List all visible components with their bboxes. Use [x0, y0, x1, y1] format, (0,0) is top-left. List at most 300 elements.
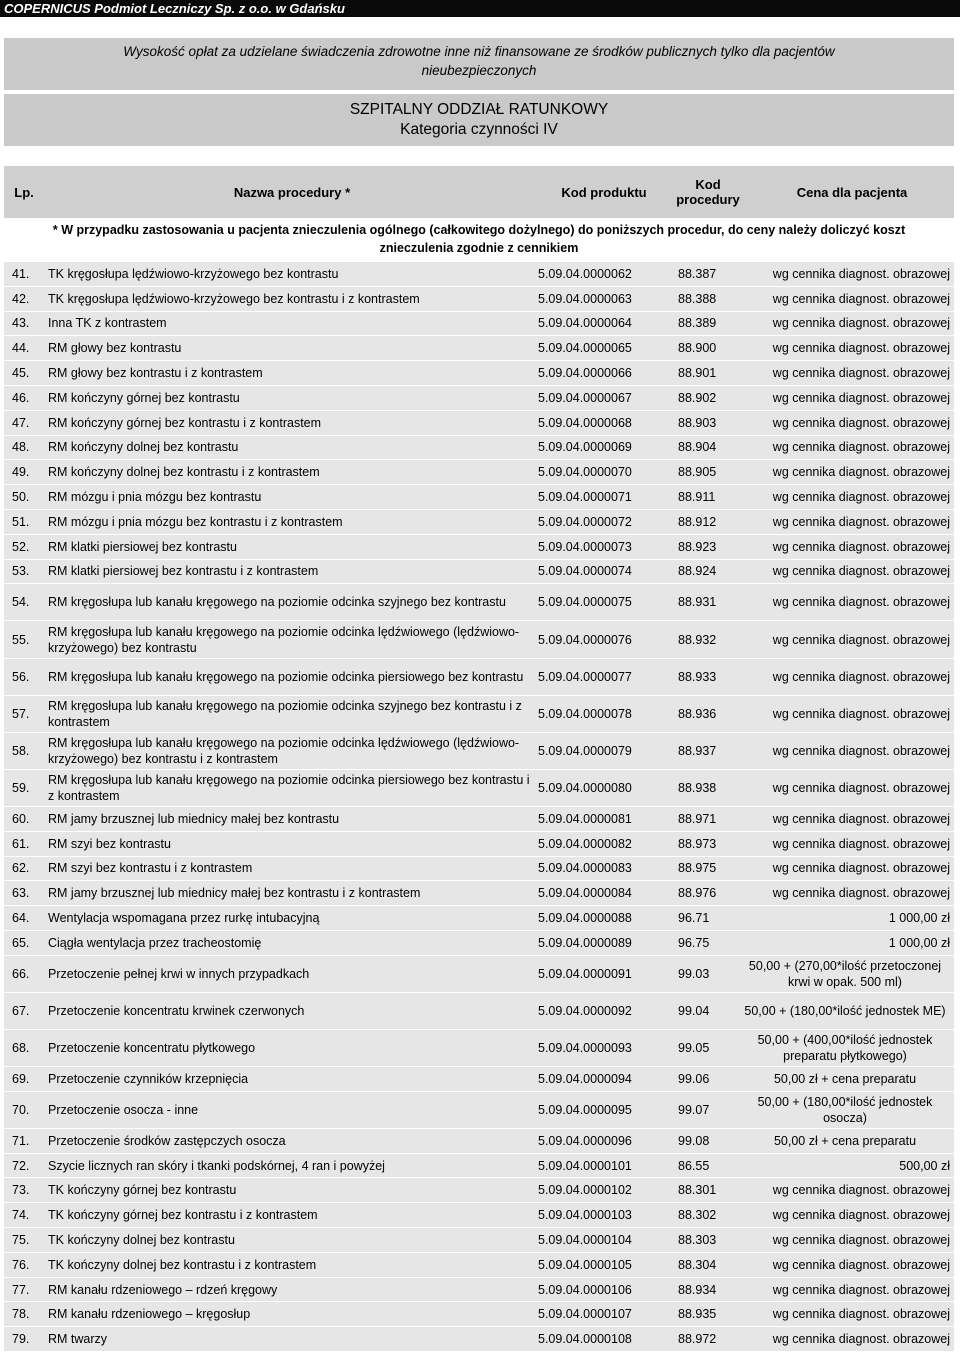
patient-price-text: wg cennika diagnost. obrazowej [772, 415, 950, 430]
product-code-text: 5.09.04.0000070 [538, 465, 632, 480]
procedure-name [48, 931, 536, 955]
table-row [4, 1154, 954, 1179]
product-code-text: 5.09.04.0000096 [538, 1133, 632, 1148]
patient-price-text: wg cennika diagnost. obrazowej [772, 440, 950, 455]
procedure-name [48, 1178, 536, 1202]
procedure-code-text: 88.976 [678, 886, 717, 901]
patient-price-text: wg cennika diagnost. obrazowej [772, 1183, 950, 1198]
procedure-name-text: RM kanału rdzeniowego – rdzeń kręgowy [48, 1282, 278, 1297]
row-number-text: 45. [12, 366, 30, 381]
row-number [12, 1253, 42, 1277]
product-code-text: 5.09.04.0000094 [538, 1071, 632, 1086]
patient-price-text: wg cennika diagnost. obrazowej [772, 595, 950, 610]
patient-price [740, 535, 950, 559]
row-number-text: 43. [12, 316, 30, 331]
patient-price [740, 312, 950, 336]
table-row [4, 262, 954, 287]
patient-price [740, 857, 950, 881]
patient-price [740, 832, 950, 856]
procedure-name [48, 411, 536, 435]
procedure-code-text: 99.04 [678, 1003, 710, 1018]
procedure-code [678, 1129, 738, 1153]
procedure-name-text: Przetoczenie osocza - inne [48, 1102, 199, 1117]
procedure-name-text: RM klatki piersiowej bez kontrastu [48, 539, 237, 554]
patient-price-text: wg cennika diagnost. obrazowej [772, 811, 950, 826]
procedure-code-text: 88.933 [678, 669, 717, 684]
row-number-text: 52. [12, 539, 30, 554]
table-row [4, 287, 954, 312]
procedure-code-text: 88.901 [678, 366, 717, 381]
procedure-code-text: 88.389 [678, 316, 717, 331]
product-code [538, 560, 670, 584]
table-row [4, 621, 954, 658]
row-number-text: 79. [12, 1332, 30, 1347]
row-number [12, 1203, 42, 1227]
patient-price-text: wg cennika diagnost. obrazowej [772, 341, 950, 356]
patient-price [740, 881, 950, 905]
procedure-name-text: TK kończyny dolnej bez kontrastu [48, 1232, 235, 1247]
product-code [538, 696, 670, 732]
patient-price-text: wg cennika diagnost. obrazowej [772, 266, 950, 281]
procedure-code [678, 770, 738, 806]
procedure-table [4, 262, 954, 1352]
row-number [12, 336, 42, 360]
table-row [4, 510, 954, 535]
patient-price-text: wg cennika diagnost. obrazowej [772, 780, 950, 795]
procedure-code [678, 857, 738, 881]
procedure-code-text: 88.387 [678, 266, 717, 281]
row-number-text: 66. [12, 966, 30, 981]
patient-price-text: 1 000,00 zł [888, 911, 950, 925]
patient-price-text: wg cennika diagnost. obrazowej [772, 669, 950, 684]
table-row [4, 956, 954, 993]
procedure-name [48, 287, 536, 311]
table-row [4, 906, 954, 931]
table-row [4, 832, 954, 857]
procedure-code [678, 832, 738, 856]
procedure-name-text: TK kończyny dolnej bez kontrastu i z kontrastem [48, 1257, 317, 1272]
row-number [12, 584, 42, 620]
procedure-code [678, 510, 738, 534]
patient-price [740, 931, 950, 955]
procedure-name-text: Szycie licznych ran skóry i tkanki podskórnej, 4 ran i powyżej [48, 1158, 385, 1173]
row-number [12, 1092, 42, 1128]
product-code-text: 5.09.04.0000073 [538, 539, 632, 554]
row-number [12, 621, 42, 657]
procedure-code [678, 1030, 738, 1066]
product-code-text: 5.09.04.0000107 [538, 1307, 632, 1322]
procedure-code [678, 460, 738, 484]
row-number [12, 535, 42, 559]
procedure-name-text: RM twarzy [48, 1332, 108, 1347]
procedure-code-text: 88.924 [678, 564, 717, 579]
product-code [538, 336, 670, 360]
patient-price [740, 287, 950, 311]
product-code-text: 5.09.04.0000065 [538, 341, 632, 356]
patient-price [740, 1327, 950, 1351]
procedure-name [48, 386, 536, 410]
row-number-text: 77. [12, 1282, 30, 1297]
row-number [12, 1030, 42, 1066]
procedure-name [48, 336, 536, 360]
procedure-code-text: 99.06 [678, 1071, 710, 1086]
product-code-text: 5.09.04.0000072 [538, 514, 632, 529]
patient-price-text: wg cennika diagnost. obrazowej [772, 1208, 950, 1223]
product-code [538, 411, 670, 435]
row-number [12, 436, 42, 460]
procedure-code [678, 560, 738, 584]
patient-price-text: wg cennika diagnost. obrazowej [772, 390, 950, 405]
procedure-name-text: RM kończyny dolnej bez kontrastu [48, 440, 239, 455]
procedure-name-text: RM jamy brzusznej lub miednicy małej bez kontrastu i z kontrastem [48, 886, 421, 901]
product-code-text: 5.09.04.0000106 [538, 1282, 632, 1297]
procedure-code [678, 881, 738, 905]
product-code [538, 485, 670, 509]
procedure-code [678, 807, 738, 831]
table-row [4, 1178, 954, 1203]
product-code [538, 386, 670, 410]
product-code [538, 832, 670, 856]
procedure-name-text: Inna TK z kontrastem [48, 316, 167, 331]
procedure-code-text: 88.932 [678, 632, 717, 647]
product-code [538, 262, 670, 286]
product-code [538, 460, 670, 484]
product-code [538, 287, 670, 311]
table-row [4, 1253, 954, 1278]
row-number-text: 75. [12, 1232, 30, 1247]
product-code-text: 5.09.04.0000062 [538, 266, 632, 281]
product-code [538, 956, 670, 992]
product-code-text: 5.09.04.0000095 [538, 1102, 632, 1117]
patient-price [740, 659, 950, 695]
table-row [4, 1278, 954, 1303]
product-code-text: 5.09.04.0000077 [538, 669, 632, 684]
product-code [538, 906, 670, 930]
product-code [538, 1178, 670, 1202]
row-number-text: 74. [12, 1208, 30, 1223]
procedure-name-text: RM kanału rdzeniowego – kręgosłup [48, 1307, 251, 1322]
procedure-name [48, 460, 536, 484]
product-code-text: 5.09.04.0000075 [538, 595, 632, 610]
procedure-name-text: TK kręgosłupa lędźwiowo-krzyżowego bez kontrastu [48, 266, 339, 281]
procedure-name-text: RM kręgosłupa lub kanału kręgowego na poziomie odcinka lędźwiowego (lędźwiowo-krzyżowego) bez kontrastu [48, 624, 520, 655]
row-number [12, 262, 42, 286]
patient-price-text: wg cennika diagnost. obrazowej [772, 1332, 950, 1347]
product-code [538, 621, 670, 657]
procedure-code-text: 88.911 [678, 490, 716, 505]
table-row [4, 485, 954, 510]
procedure-code-text: 88.302 [678, 1208, 717, 1223]
patient-price-text: 50,00 zł + cena preparatu [773, 1133, 917, 1148]
procedure-name-text: RM głowy bez kontrastu i z kontrastem [48, 366, 263, 381]
product-code-text: 5.09.04.0000080 [538, 780, 632, 795]
product-code [538, 770, 670, 806]
procedure-code-text: 88.973 [678, 836, 717, 851]
procedure-name [48, 906, 536, 930]
procedure-name [48, 807, 536, 831]
table-row [4, 1067, 954, 1092]
patient-price [740, 1154, 950, 1178]
row-number [12, 510, 42, 534]
procedure-code-text: 88.904 [678, 440, 717, 455]
procedure-code [678, 287, 738, 311]
product-code [538, 857, 670, 881]
product-code [538, 312, 670, 336]
row-number [12, 1067, 42, 1091]
patient-price [740, 993, 950, 1029]
procedure-name-text: RM kończyny górnej bez kontrastu i z kontrastem [48, 415, 322, 430]
product-code-text: 5.09.04.0000088 [538, 911, 632, 925]
table-row [4, 993, 954, 1030]
table-row [4, 436, 954, 461]
procedure-code-text: 88.900 [678, 341, 717, 356]
product-code [538, 584, 670, 620]
row-number-text: 65. [12, 935, 30, 950]
procedure-name [48, 1203, 536, 1227]
procedure-code [678, 1092, 738, 1128]
patient-price [740, 1203, 950, 1227]
procedure-code-text: 88.903 [678, 415, 717, 430]
procedure-code [678, 436, 738, 460]
row-number [12, 485, 42, 509]
procedure-name [48, 621, 536, 657]
procedure-name-text: RM kręgosłupa lub kanału kręgowego na poziomie odcinka piersiowego bez kontrastu [48, 669, 524, 684]
procedure-code-text: 88.388 [678, 291, 717, 306]
column-header-procedure [668, 166, 748, 218]
procedure-name-text: TK kończyny górnej bez kontrastu [48, 1183, 237, 1198]
row-number [12, 857, 42, 881]
patient-price-text: 50,00 zł + cena preparatu [773, 1071, 917, 1086]
row-number [12, 931, 42, 955]
patient-price-text: wg cennika diagnost. obrazowej [772, 490, 950, 505]
row-number-text: 69. [12, 1071, 30, 1086]
procedure-code [678, 386, 738, 410]
procedure-code [678, 1253, 738, 1277]
procedure-name [48, 881, 536, 905]
row-number [12, 993, 42, 1029]
row-number-text: 68. [12, 1040, 30, 1055]
procedure-code-text: 88.935 [678, 1307, 717, 1322]
row-number-text: 58. [12, 743, 30, 758]
patient-price-text: 50,00 + (270,00*ilość przetoczonej krwi w opak. 500 ml) [748, 958, 942, 989]
procedure-code [678, 659, 738, 695]
row-number-text: 62. [12, 861, 30, 876]
procedure-code-text: 88.912 [678, 514, 717, 529]
product-code [538, 1203, 670, 1227]
procedure-name-text: RM kręgosłupa lub kanału kręgowego na poziomie odcinka lędźwiowego (lędźwiowo-krzyżowego) bez kontrastu i z kontrastem [48, 735, 520, 766]
procedure-code-text: 88.975 [678, 861, 717, 876]
procedure-name [48, 770, 536, 806]
patient-price [740, 1067, 950, 1091]
product-code [538, 436, 670, 460]
patient-price-text: wg cennika diagnost. obrazowej [772, 836, 950, 851]
procedure-code-text: 88.934 [678, 1282, 717, 1297]
table-row [4, 1129, 954, 1154]
procedure-code-text: 88.938 [678, 780, 717, 795]
procedure-code [678, 956, 738, 992]
product-code-text: 5.09.04.0000064 [538, 316, 632, 331]
procedure-code [678, 993, 738, 1029]
anesthesia-note-line-2: znieczulenia zgodnie z cennikiem [379, 241, 579, 255]
procedure-name [48, 1129, 536, 1153]
product-code [538, 993, 670, 1029]
column-header-procedure-line-1: Kod [695, 177, 721, 192]
table-row [4, 336, 954, 361]
department-box [4, 94, 954, 146]
table-row [4, 1203, 954, 1228]
row-number-text: 50. [12, 490, 30, 505]
procedure-name [48, 1067, 536, 1091]
procedure-name-text: RM szyi bez kontrastu i z kontrastem [48, 861, 253, 876]
row-number [12, 312, 42, 336]
row-number [12, 770, 42, 806]
department-name: SZPITALNY ODDZIAŁ RATUNKOWY [349, 101, 609, 118]
subtitle-box [4, 38, 954, 90]
procedure-name-text: RM kończyny dolnej bez kontrastu i z kontrastem [48, 465, 320, 480]
column-header-name: Nazwa procedury * [233, 184, 351, 200]
row-number [12, 1154, 42, 1178]
procedure-name-text: RM kończyny górnej bez kontrastu [48, 390, 240, 405]
row-number [12, 560, 42, 584]
row-number-text: 70. [12, 1102, 30, 1117]
table-row [4, 1030, 954, 1067]
row-number [12, 1178, 42, 1202]
row-number-text: 60. [12, 811, 30, 826]
table-row [4, 411, 954, 436]
product-code-text: 5.09.04.0000069 [538, 440, 632, 455]
row-number [12, 1302, 42, 1326]
procedure-name-text: Ciągła wentylacja przez tracheostomię [48, 935, 262, 950]
table-row [4, 807, 954, 832]
column-header-code: Kod produktu [561, 184, 647, 200]
row-number-text: 59. [12, 780, 30, 795]
row-number [12, 460, 42, 484]
patient-price [740, 361, 950, 385]
table-row [4, 386, 954, 411]
product-code-text: 5.09.04.0000103 [538, 1208, 632, 1223]
patient-price [740, 1253, 950, 1277]
product-code [538, 1154, 670, 1178]
procedure-name [48, 1278, 536, 1302]
patient-price-text: wg cennika diagnost. obrazowej [772, 706, 950, 721]
table-row [4, 770, 954, 807]
product-code-text: 5.09.04.0000089 [538, 935, 632, 950]
patient-price [740, 696, 950, 732]
procedure-code [678, 1178, 738, 1202]
table-row [4, 1092, 954, 1129]
procedure-code [678, 262, 738, 286]
row-number-text: 57. [12, 706, 30, 721]
row-number [12, 881, 42, 905]
procedure-code-text: 96.75 [678, 935, 710, 950]
procedure-code [678, 535, 738, 559]
procedure-code [678, 485, 738, 509]
product-code [538, 1067, 670, 1091]
table-row [4, 312, 954, 337]
procedure-name-text: RM szyi bez kontrastu [48, 836, 171, 851]
procedure-name-text: RM kręgosłupa lub kanału kręgowego na poziomie odcinka szyjnego bez kontrastu [48, 595, 506, 610]
product-code-text: 5.09.04.0000093 [538, 1040, 632, 1055]
row-number-text: 46. [12, 390, 30, 405]
procedure-name-text: Przetoczenie czynników krzepnięcia [48, 1071, 249, 1086]
procedure-code-text: 88.303 [678, 1232, 717, 1247]
patient-price-text: wg cennika diagnost. obrazowej [772, 632, 950, 647]
product-code-text: 5.09.04.0000083 [538, 861, 632, 876]
patient-price-text: wg cennika diagnost. obrazowej [772, 1257, 950, 1272]
table-row [4, 584, 954, 621]
procedure-name [48, 262, 536, 286]
row-number-text: 41. [12, 266, 30, 281]
product-code [538, 931, 670, 955]
product-code-text: 5.09.04.0000079 [538, 743, 632, 758]
row-number [12, 956, 42, 992]
patient-price-text: wg cennika diagnost. obrazowej [772, 743, 950, 758]
product-code [538, 659, 670, 695]
procedure-name [48, 584, 536, 620]
product-code [538, 733, 670, 769]
procedure-code-text: 88.936 [678, 706, 717, 721]
procedure-code [678, 411, 738, 435]
procedure-name [48, 436, 536, 460]
procedure-name [48, 485, 536, 509]
product-code [538, 1092, 670, 1128]
row-number-text: 48. [12, 440, 30, 455]
patient-price-text: wg cennika diagnost. obrazowej [772, 291, 950, 306]
row-number-text: 67. [12, 1003, 30, 1018]
patient-price [740, 460, 950, 484]
row-number-text: 55. [12, 632, 30, 647]
row-number-text: 47. [12, 415, 30, 430]
product-code-text: 5.09.04.0000076 [538, 632, 632, 647]
product-code-text: 5.09.04.0000063 [538, 291, 632, 306]
patient-price-text: wg cennika diagnost. obrazowej [772, 514, 950, 529]
row-number [12, 733, 42, 769]
row-number-text: 63. [12, 886, 30, 901]
patient-price-text: wg cennika diagnost. obrazowej [772, 1307, 950, 1322]
product-code [538, 535, 670, 559]
procedure-name [48, 1327, 536, 1351]
procedure-code [678, 1327, 738, 1351]
row-number [12, 1228, 42, 1252]
patient-price [740, 733, 950, 769]
row-number-text: 64. [12, 911, 30, 925]
procedure-name [48, 1253, 536, 1277]
procedure-code [678, 1154, 738, 1178]
procedure-name-text: RM klatki piersiowej bez kontrastu i z kontrastem [48, 564, 319, 579]
patient-price-text: wg cennika diagnost. obrazowej [772, 465, 950, 480]
table-row [4, 857, 954, 882]
procedure-name [48, 1092, 536, 1128]
procedure-name [48, 1302, 536, 1326]
procedure-code-text: 86.55 [678, 1158, 710, 1173]
row-number-text: 44. [12, 341, 30, 356]
patient-price [740, 386, 950, 410]
table-row [4, 1327, 954, 1352]
procedure-name [48, 832, 536, 856]
procedure-name-text: TK kończyny górnej bez kontrastu i z kontrastem [48, 1208, 318, 1223]
patient-price [740, 436, 950, 460]
product-code-text: 5.09.04.0000078 [538, 706, 632, 721]
procedure-code-text: 88.301 [678, 1183, 717, 1198]
procedure-code-text: 99.08 [678, 1133, 710, 1148]
category-name: Kategoria czynności IV [400, 121, 558, 138]
table-row [4, 659, 954, 696]
patient-price [740, 621, 950, 657]
procedure-code-text: 88.304 [678, 1257, 717, 1272]
procedure-name-text: RM głowy bez kontrastu [48, 341, 182, 356]
product-code [538, 1129, 670, 1153]
procedure-code-text: 99.03 [678, 966, 710, 981]
